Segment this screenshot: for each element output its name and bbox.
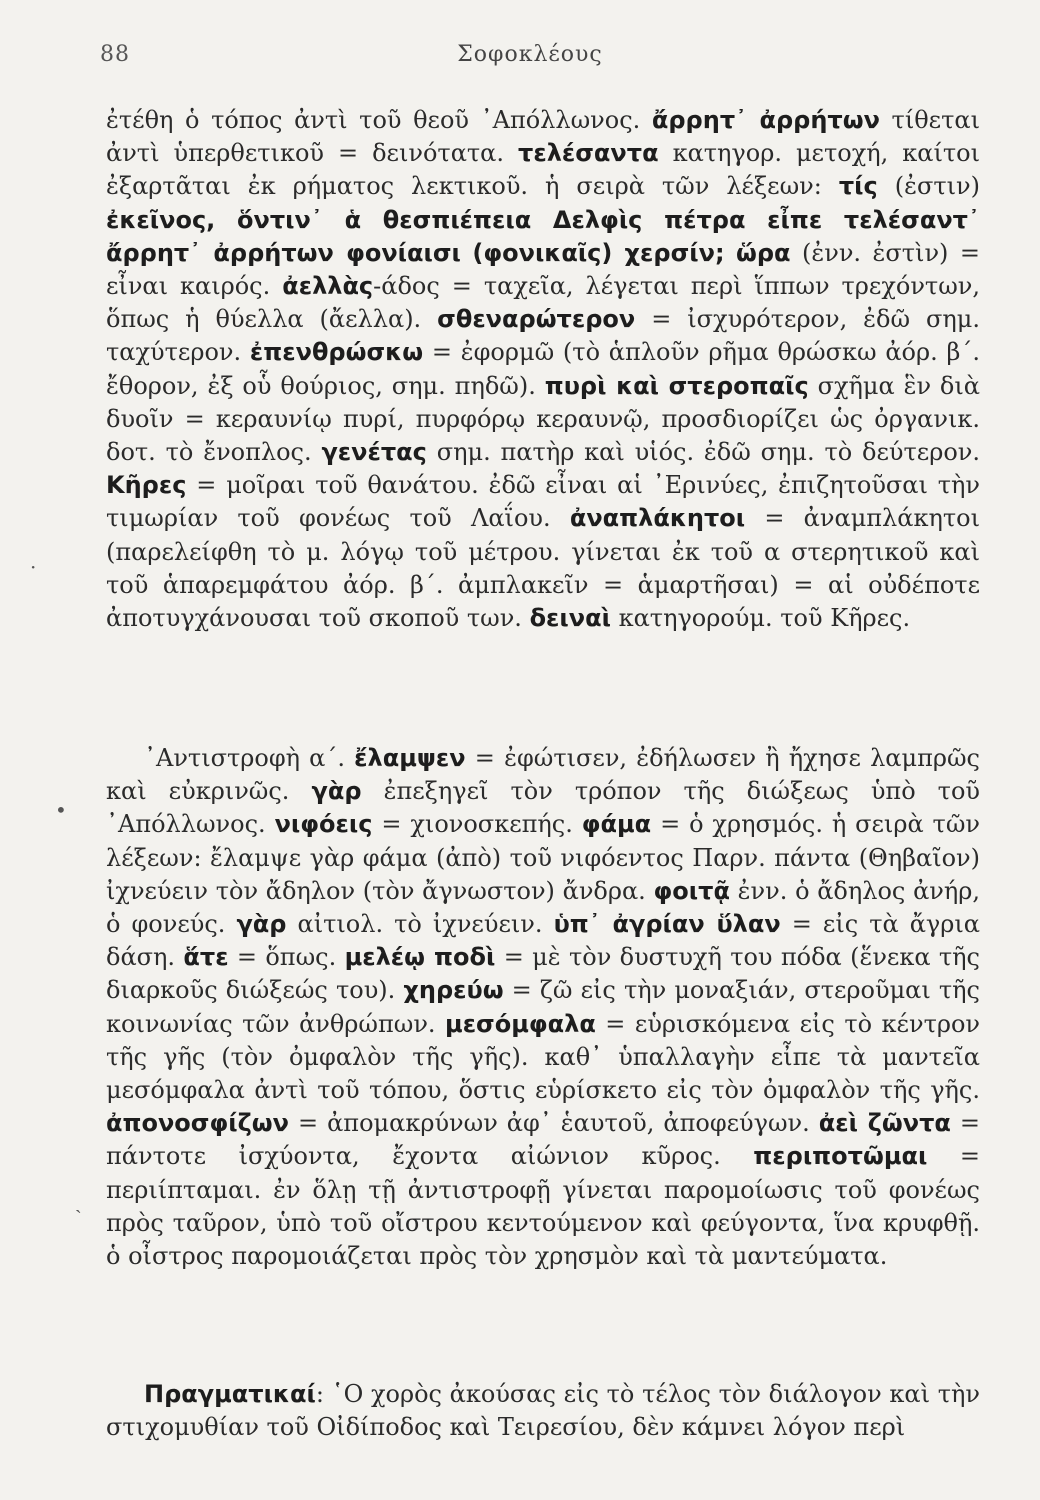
lemma-bold: σθεναρώτερον [437, 305, 636, 334]
lemma-bold: ἀεὶ ζῶντα [818, 1109, 951, 1138]
lemma-bold: Κῆρες [106, 471, 187, 500]
lemma-bold: πυρὶ καὶ στεροπαῖς [544, 371, 809, 400]
lemma-bold: γενέτας [321, 438, 427, 467]
margin-pencil-mark: • [55, 798, 67, 822]
lemma-bold: ἀελλὰς [282, 272, 374, 301]
lemma-bold: (φονικαῖς) χερσίν; [472, 238, 725, 267]
commentary-text: ἐτέθη ὁ τόπος ἀντὶ τοῦ θεοῦ ᾿Απόλλωνος. [106, 106, 652, 134]
commentary-text: = μοῖραι τοῦ θανάτου. ἐδῶ εἶναι αἱ ᾿Ερινύες, ἐπιζητοῦσαι τὴν τιμωρίαν τοῦ φονέως τοῦ Λαΐου. [106, 471, 980, 533]
lemma-bold: ἅτε [183, 943, 229, 972]
lemma-bold: γὰρ [311, 777, 362, 806]
paragraph-strophe-notes [106, 104, 980, 635]
lemma-bold: τελέσαντα [518, 139, 659, 168]
commentary-text: ἐνν. ὁ ἄδηλος ἀνήρ, ὁ φονεύς. [106, 876, 980, 939]
commentary-text: ᾿Αντιστροφὴ α΄. [144, 744, 355, 772]
page-header [100, 36, 960, 76]
commentary-text: = ἀναμπλάκητοι (παρελείφθη τὸ μ. λόγῳ τοῦ μέτρου. γίνεται ἐκ τοῦ α στερητικοῦ καὶ τοῦ ἁπαρεμφάτου ἀόρ. β΄. ἀμπλακεῖν = ἁμαρτῆσαι) = αἱ οὐδέποτε ἀποτυγχάνουσαι τοῦ σκοποῦ των. [106, 504, 980, 633]
lemma-bold: ὑπ᾿ ἀγρίαν ὕλαν [553, 910, 781, 939]
commentary-text: (ἐστιν) [877, 172, 980, 201]
lemma-bold: χηρεύω [403, 976, 504, 1005]
commentary-text: = ὁ χρησμός. ἡ σειρὰ τῶν λέξεων: ἔλαμψε γὰρ φάμα (ἀπὸ) τοῦ νιφόεντος Παρν. πάντα (Θηβαῖον) ἰχνεύειν τὸν ἄδηλον (τὸν ἄγνωστον) ἄνδρα. [106, 810, 980, 905]
margin-pencil-mark: · [30, 555, 37, 579]
lemma-bold: ἐπενθρώσκω [249, 338, 424, 367]
commentary-text: κατηγορούμ. τοῦ Κῆρες. [610, 604, 911, 633]
lemma-bold: φοιτᾷ [653, 876, 730, 905]
commentary-text: = εὑρισκόμενα εἰς τὸ κέντρον τῆς γῆς (τὸν ὀμφαλὸν τῆς γῆς). καθ᾿ ὑπαλλαγὴν εἶπε τὰ μαντεῖα μεσόμφαλα ἀντὶ τοῦ τόπου, ὅστις εὑρίσκετο εἰς τὸν ὀμφαλὸν τῆς γῆς. [106, 1009, 980, 1105]
commentary-text: (ἐνν. ἐστὶν) = εἶναι καιρός. [106, 238, 980, 301]
commentary-text: = περιίπταμαι. ἐν ὅλῃ τῇ ἀντιστροφῇ γίνεται παρομοίωσις τοῦ φονέως πρὸς ταῦρον, ὑπὸ τοῦ οἴστρου κεντούμενον καὶ φεύγοντα, ἵνα κρυφθῇ. ὁ οἶστρος παρομοιάζεται πρὸς τὸν χρησμὸν καὶ τὰ μαντεύματα. [106, 1142, 980, 1271]
commentary-text [725, 239, 736, 267]
commentary-text: = ἐφώτισεν, ἐδήλωσεν ἢ ἤχησε λαμπρῶς καὶ εὐκρινῶς. [106, 744, 980, 806]
lemma-bold: ὥρα [736, 238, 791, 267]
commentary-text: = ἀπομακρύνων ἀφ᾿ ἑαυτοῦ, ἀποφεύγων. [289, 1109, 819, 1138]
lemma-bold: ἄρρητ᾿ ἀρρήτων [651, 106, 880, 134]
page-number: 88 [100, 42, 130, 67]
commentary-text: = ζῶ εἰς τὴν μοναξιάν, στεροῦμαι τῆς κοινωνίας τῶν ἀνθρώπων. [106, 976, 980, 1038]
lemma-bold: ἔλαμψεν [354, 744, 466, 772]
paragraph-antistrophe-notes [106, 742, 980, 1273]
commentary-text: αἰτιολ. τὸ ἰχνεύειν. [286, 910, 554, 939]
commentary-text: τίθεται ἀντὶ ὑπερθετικοῦ = δεινότατα. [106, 106, 981, 168]
commentary-text: -άδος = ταχεῖα, λέγεται περὶ ἵππων τρεχόντων, ὅπως ἡ θύελλα (ἄελλα). [106, 272, 980, 334]
commentary-text: = μὲ τὸν δυστυχῆ του πόδα (ἕνεκα τῆς διαρκοῦς διώξεώς του). [106, 943, 980, 1005]
commentary-text: = χιονοσκεπής. [372, 810, 582, 839]
margin-pencil-mark: ˴ [75, 1196, 82, 1220]
lemma-bold: νιφόεις [274, 810, 373, 839]
lemma-bold: δειναὶ [529, 604, 611, 633]
commentary-text: = εἰς τὰ ἄγρια δάση. [106, 910, 981, 972]
paragraph-text [106, 742, 980, 1273]
paragraph-text [106, 1378, 980, 1444]
lemma-bold: Πραγματικαί [144, 1380, 316, 1408]
commentary-text: = ὅπως. [228, 943, 345, 972]
commentary-text: ἐπεξηγεῖ τὸν τρόπον τῆς διώξεως ὑπὸ τοῦ ᾿Απόλλωνος. [106, 777, 981, 839]
paragraph-text [106, 104, 980, 635]
lemma-bold: μελέῳ ποδὶ [344, 943, 496, 972]
lemma-bold: ἀναπλάκητοι [569, 504, 746, 533]
lemma-bold: περιποτῶμαι [753, 1142, 928, 1171]
lemma-bold: φάμα [581, 810, 652, 839]
commentary-text: = πάντοτε ἰσχύοντα, ἔχοντα αἰώνιον κῦρος. [106, 1109, 980, 1171]
commentary-text: = ἰσχυρότερον, ἐδῶ σημ. ταχύτερον. [106, 305, 981, 367]
commentary-text: κατηγορ. μετοχή, καίτοι ἐξαρτᾶται ἐκ ρήματος λεκτικοῦ. ἡ σειρὰ τῶν λέξεων: [106, 139, 981, 201]
lemma-bold: μεσόμφαλα [445, 1009, 596, 1038]
lemma-bold: τίς [838, 172, 878, 201]
lemma-bold: γὰρ [236, 910, 287, 939]
lemma-bold: ἀπονοσφίζων [106, 1109, 289, 1138]
running-head: Σοφοκλέους [457, 42, 603, 67]
commentary-text: σχῆμα ἓν διὰ δυοῖν = κεραυνίῳ πυρί, πυρφόρῳ κεραυνῷ, προσδιορίζει ὡς ὀργανικ. δοτ. τὸ ἔνοπλος. [106, 371, 980, 467]
commentary-text: = ἐφορμῶ (τὸ ἁπλοῦν ρῆμα θρώσκω ἀόρ. β΄. ἔθορον, ἐξ οὗ θούριος, σημ. πηδῶ). [106, 338, 981, 400]
commentary-text [461, 239, 472, 267]
commentary-text: : ῾Ο χορὸς ἀκούσας εἰς τὸ τέλος τὸν διάλογον καὶ τὴν στιχομυθίαν τοῦ Οἰδίποδος καὶ Τειρεσίου, δὲν κάμνει λόγον περὶ [106, 1380, 980, 1442]
paragraph-factual-notes [106, 1378, 980, 1444]
commentary-text: σημ. πατὴρ καὶ υἱός. ἐδῶ σημ. τὸ δεύτερον. [426, 438, 980, 467]
lemma-bold: ἐκεῖνος, ὅντιν᾿ ἁ θεσπιέπεια Δελφὶς πέτρα εἶπε τελέσαντ᾿ ἄρρητ᾿ ἀρρήτων φονίαισι [106, 205, 980, 267]
